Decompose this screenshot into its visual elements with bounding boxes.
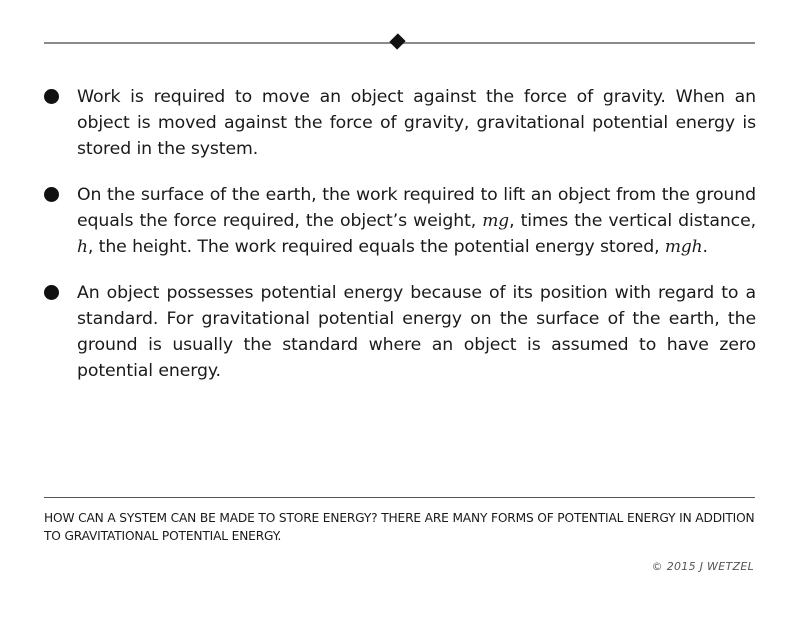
bullet-text: Work is required to move an object against the force of gravity. When an object is moved against the force of gravity, gravitational potential energy is stored in the system. bbox=[77, 87, 756, 159]
copyright: © 2015 J WETZEL bbox=[651, 560, 754, 573]
footer-note: HOW CAN A SYSTEM CAN BE MADE TO STORE ENERGY? THERE ARE MANY FORMS OF POTENTIAL ENERGY IN ADDITION TO GRAVITATIONAL POTENTIAL ENERGY. bbox=[44, 511, 755, 543]
bullet-dot-icon bbox=[44, 285, 59, 300]
bullet-item-work-against-gravity bbox=[44, 84, 756, 162]
bullet-text-part: , times the vertical distance, bbox=[509, 211, 756, 231]
math-h: h bbox=[77, 237, 88, 257]
bullet-text: An object possesses potential energy because of its position with regard to a standard. For gravitational potential energy on the surface of the earth, the ground is usually the standard where an object is assumed to have zero potential energy. bbox=[77, 283, 756, 381]
diamond-ornament-icon bbox=[389, 33, 405, 49]
bullet-text-part: . bbox=[702, 237, 708, 257]
bullet-dot-icon bbox=[44, 89, 59, 104]
footer-divider bbox=[44, 497, 755, 498]
math-mg: mg bbox=[482, 211, 510, 231]
bullet-dot-icon bbox=[44, 187, 59, 202]
bullet-text-part: On the surface of the earth, the work required to lift an object from the ground equals the force required, the object’s weight, bbox=[77, 185, 756, 231]
math-mgh: mgh bbox=[664, 237, 703, 257]
bullet-text-part: , the height. The work required equals the potential energy stored, bbox=[87, 237, 665, 257]
bullet-list bbox=[44, 84, 756, 404]
bullet-item-work-equals-mgh bbox=[44, 182, 756, 260]
bullet-item-reference-standard bbox=[44, 280, 756, 384]
